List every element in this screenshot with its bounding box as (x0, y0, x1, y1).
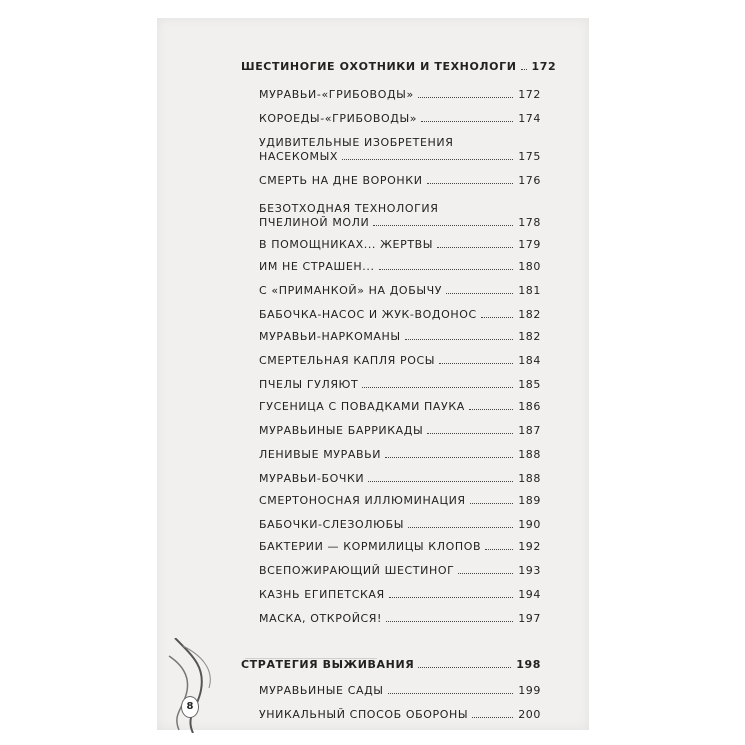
toc-page-number: 200 (518, 708, 541, 721)
dot-leader (386, 621, 513, 622)
toc-title: ПЧЕЛЫ ГУЛЯЮТ (259, 378, 359, 391)
toc-title: СМЕРТЕЛЬНАЯ КАПЛЯ РОСЫ (259, 354, 436, 367)
toc-page-number: 182 (518, 308, 541, 321)
toc-item (259, 612, 541, 626)
toc-item (259, 202, 541, 230)
book-page (157, 18, 589, 730)
dot-leader (427, 433, 513, 434)
toc-title: С «ПРИМАНКОЙ» НА ДОБЫЧУ (259, 284, 443, 297)
toc-item (259, 494, 541, 508)
toc-page-number: 179 (518, 238, 541, 251)
toc-item (259, 424, 541, 438)
toc-item (259, 354, 541, 368)
toc-title: КОРОЕДЫ-«ГРИБОВОДЫ» (259, 112, 418, 125)
toc-title: КАЗНЬ ЕГИПЕТСКАЯ (259, 588, 385, 601)
toc-title: НАСЕКОМЫХ (259, 150, 339, 163)
toc-page-number: 174 (518, 112, 541, 125)
toc-page-number: 197 (518, 612, 541, 625)
dot-leader (437, 247, 513, 248)
toc-title: БАКТЕРИИ — КОРМИЛИЦЫ КЛОПОВ (259, 540, 482, 553)
toc-page-number: 178 (518, 216, 541, 229)
toc-item (259, 260, 541, 274)
toc-page-number: 190 (518, 518, 541, 531)
toc-page-number: 185 (518, 378, 541, 391)
toc-item (259, 472, 541, 486)
toc-item (259, 564, 541, 578)
toc-page-number: 180 (518, 260, 541, 273)
toc-page-number: 182 (518, 330, 541, 343)
toc-title: УНИКАЛЬНЫЙ СПОСОБ ОБОРОНЫ (259, 708, 469, 721)
toc-page-number: 199 (518, 684, 541, 697)
dot-leader (446, 293, 513, 294)
toc-title: БАБОЧКИ-СЛЕЗОЛЮБЫ (259, 518, 405, 531)
toc-title: МУРАВЬИ-БОЧКИ (259, 472, 365, 485)
toc-title: СМЕРТОНОСНАЯ ИЛЛЮМИНАЦИЯ (259, 494, 466, 507)
toc-item (259, 112, 541, 126)
dot-leader (481, 317, 513, 318)
dot-leader (389, 597, 513, 598)
dot-leader (362, 387, 513, 388)
toc-item (259, 378, 541, 392)
page-number-badge: 8 (181, 696, 199, 718)
decorative-ornament-icon (165, 638, 225, 733)
toc-item (259, 708, 541, 722)
dot-leader (368, 481, 513, 482)
toc-item (259, 284, 541, 298)
dot-leader (427, 183, 514, 184)
toc-title-line1: БЕЗОТХОДНАЯ ТЕХНОЛОГИЯ (259, 202, 439, 215)
toc-page-number: 172 (531, 60, 557, 73)
dot-leader (470, 503, 514, 504)
toc-page-number: 188 (518, 448, 541, 461)
dot-leader (421, 121, 513, 122)
toc-page-number: 181 (518, 284, 541, 297)
toc-title: МУРАВЬИНЫЕ САДЫ (259, 684, 384, 697)
toc-item (259, 588, 541, 602)
toc-page-number: 193 (518, 564, 541, 577)
toc-title: МУРАВЬИНЫЕ БАРРИКАДЫ (259, 424, 424, 437)
dot-leader (408, 527, 513, 528)
toc-section (241, 60, 557, 74)
toc-item (259, 136, 541, 164)
toc-item (259, 330, 541, 344)
toc-item (259, 540, 541, 554)
dot-leader (342, 159, 513, 160)
toc-item (259, 88, 541, 102)
toc-title-line1: УДИВИТЕЛЬНЫЕ ИЗОБРЕТЕНИЯ (259, 136, 454, 149)
section-divider (245, 658, 377, 659)
toc-title: СМЕРТЬ НА ДНЕ ВОРОНКИ (259, 174, 423, 187)
toc-title: ПЧЕЛИНОЙ МОЛИ (259, 216, 370, 229)
toc-page-number: 176 (518, 174, 541, 187)
toc-page-number: 184 (518, 354, 541, 367)
toc-title: МАСКА, ОТКРОЙСЯ! (259, 612, 383, 625)
toc-item (259, 400, 541, 414)
toc-title: МУРАВЬИ-НАРКОМАНЫ (259, 330, 401, 343)
toc-item (259, 448, 541, 462)
dot-leader (439, 363, 513, 364)
dot-leader (379, 269, 514, 270)
dot-leader (469, 409, 513, 410)
toc-item (259, 308, 541, 322)
dot-leader (485, 549, 513, 550)
toc-page-number: 187 (518, 424, 541, 437)
toc-page-number: 198 (516, 658, 541, 671)
toc-title: БАБОЧКА-НАСОС И ЖУК-ВОДОНОС (259, 308, 477, 321)
toc-title: ГУСЕНИЦА С ПОВАДКАМИ ПАУКА (259, 400, 465, 413)
toc-page-number: 175 (518, 150, 541, 163)
dot-leader (458, 573, 513, 574)
dot-leader (418, 97, 513, 98)
dot-leader (385, 457, 513, 458)
toc-title: ЛЕНИВЫЕ МУРАВЬИ (259, 448, 382, 461)
toc-title: В ПОМОЩНИКАХ... ЖЕРТВЫ (259, 238, 434, 251)
toc-title: МУРАВЬИ-«ГРИБОВОДЫ» (259, 88, 414, 101)
toc-title: ШЕСТИНОГИЕ ОХОТНИКИ И ТЕХНОЛОГИ (241, 60, 517, 73)
toc-item (259, 174, 541, 188)
toc-page-number: 192 (518, 540, 541, 553)
toc-page-number: 194 (518, 588, 541, 601)
toc-page-number: 172 (518, 88, 541, 101)
toc-page-number: 186 (518, 400, 541, 413)
toc-item (259, 518, 541, 532)
dot-leader (405, 339, 513, 340)
toc-page-number: 188 (518, 472, 541, 485)
toc-title: ВСЕПОЖИРАЮЩИЙ ШЕСТИНОГ (259, 564, 455, 577)
toc-item (259, 238, 541, 252)
toc-title: ИМ НЕ СТРАШЕН... (259, 260, 375, 273)
dot-leader (373, 225, 513, 226)
dot-leader (472, 717, 513, 718)
toc-item (259, 684, 541, 698)
toc-title: СТРАТЕГИЯ ВЫЖИВАНИЯ (241, 658, 415, 671)
dot-leader (521, 69, 527, 70)
toc-page-number: 189 (518, 494, 541, 507)
dot-leader (418, 667, 511, 668)
dot-leader (388, 693, 514, 694)
toc-section (241, 658, 541, 672)
